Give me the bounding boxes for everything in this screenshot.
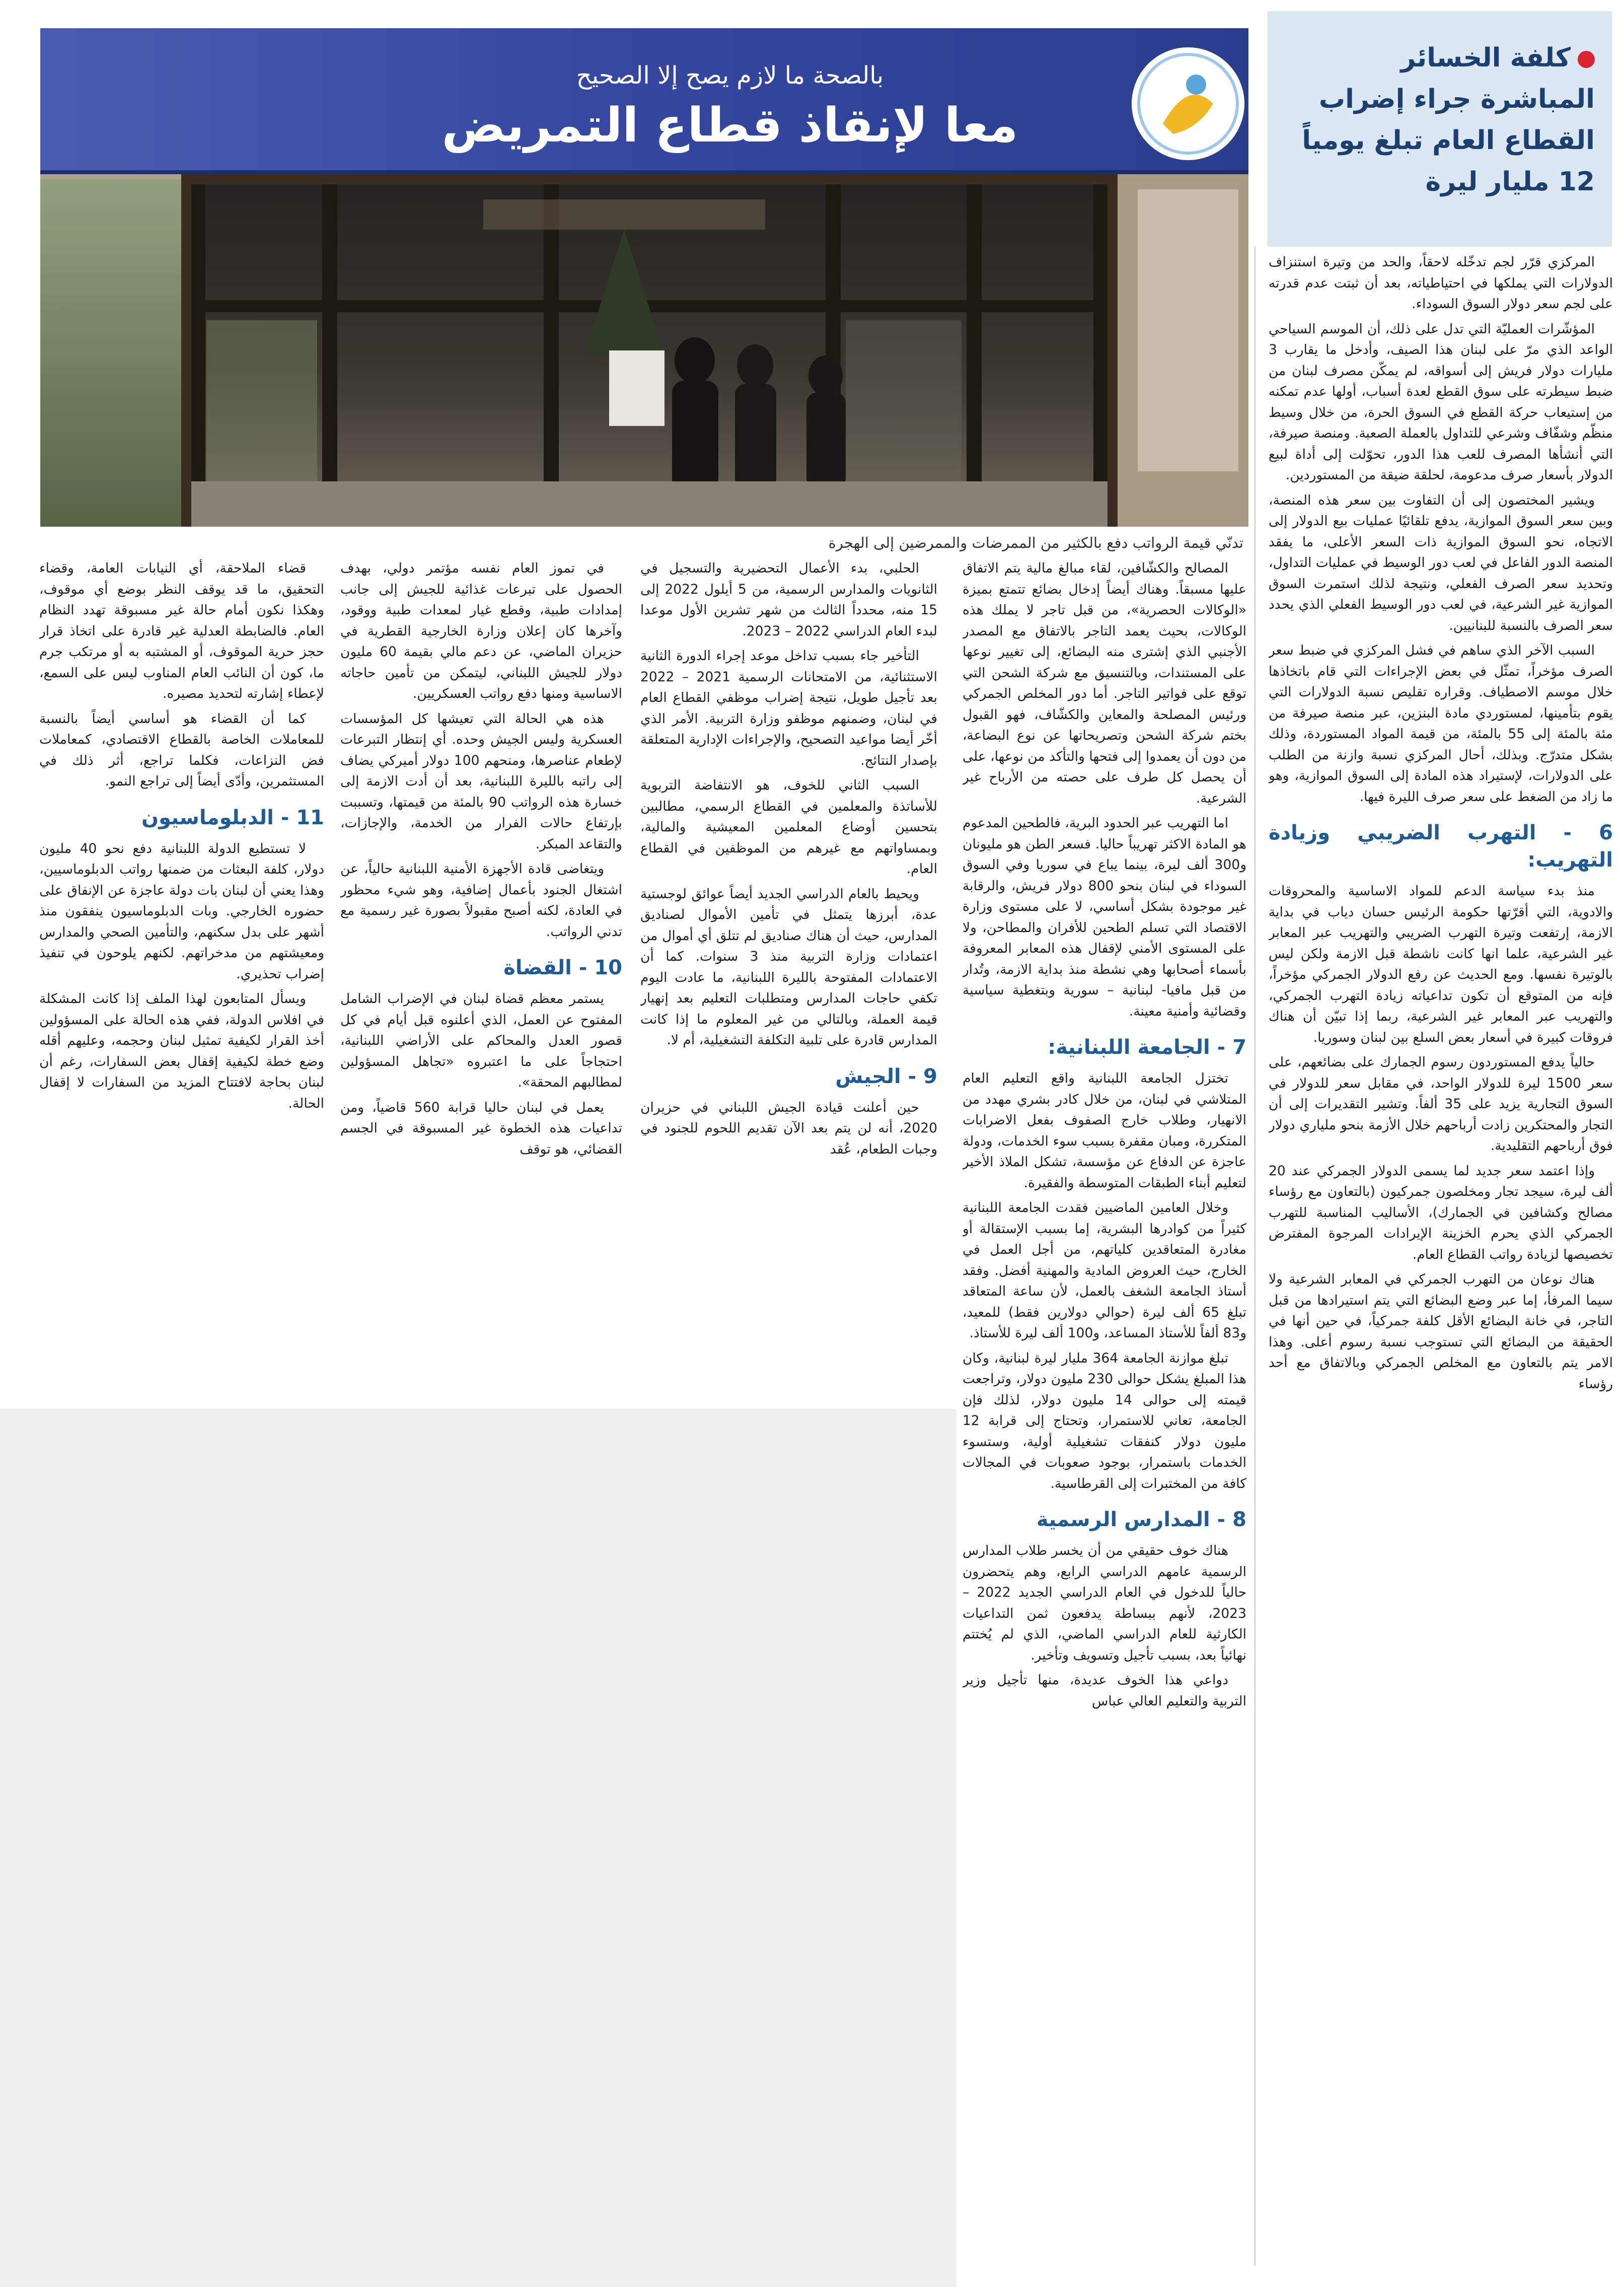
paragraph: اما التهريب عبر الحدود البرية، فالطحين المدعوم هو المادة الاكثر تهريباً حاليا. فسعر الطن هو مليونان و300 ألف ليرة، بينما يباع في سوريا وفي السوق السوداء في لبنان بنحو 800 دولار فريش، والرقابة غير موجودة بشكل أساسي، لا على مستوى وزارة الاقتصاد التي تسلم الطحين للأفران والمطاحن، ولا على المستوى الأمني لإقفال هذه المعابر المعروفة بأسماء أصحابها وهي نشطة منذ بداية الازمة، وتُدار من قبل مافيا- لبنانية – سورية وبتغطية سياسية وقضائية وأمنية معينة. [963,815,1246,1019]
section-heading: 9 - الجيش [835,1064,937,1088]
paragraph: وإذا اعتمد سعر جديد لما يسمى الدولار الجمركي عند 20 ألف ليرة، سيجد تجار ومخلصون جمركيون (بالتعاون مع رؤساء مصالح وكشافين في الجمارك)، الأساليب المناسبة للتهرب الجمركي الذي يحرم الخزينة الإيرادات المرجوة المفترض تخصيصها لزيادة رواتب القطاع العام. [1269,1163,1613,1262]
paragraph: في تموز العام نفسه مؤتمر دولي، بهدف الحصول على تبرعات غذائية للجيش إلى جانب إمدادات طبية، وقطع غيار لمعدات طبية ووقود، وآخرها كان إعلان وزارة الخارجية القطرية في حزيران الماضي، عن دعم مالي بقيمة 60 مليون دولار للجيش اللبناني، ليتمكن من تأمين حاجاته الاساسية ومنها دفع رواتب العسكريين. [340,560,622,701]
paragraph: ويشير المختصون إلى أن التفاوت بين سعر هذه المنصة، وبين سعر السوق الموازية، يدفع تلقائيًا عمليات بيع الدولار إلى الاتجاه، نحو السوق الموازية ذات السعر الأعلى، ما يفقد المنصة الدور الفاعل في لعب دور الوسيط في عمليات التداول، وتحديد سعر الصرف الفعلي، ونتيجة لذلك استمرت السوق الموازية غير الشرعية، في لعب دور الوسيط الفعلي الذي يحدد سعر الصرف بالنسبة للبنانيين. [1269,492,1613,633]
paragraph: يعمل في لبنان حاليا قرابة 560 قاضياً، ومن تداعيات هذه الخطوة غير المسبوقة في الجسم القضائي، هو توقف [340,1099,622,1157]
banner-small-text: بالصحة ما لازم يصح إلا الصحيح [576,61,884,90]
section-heading: 11 - الدبلوماسيون [141,806,324,829]
column-2 [963,558,1246,2280]
article-photo [40,28,1248,527]
red-bullet-icon [1578,51,1595,68]
photo-caption: تدنّي قيمة الرواتب دفع بالكثير من الممرضات والممرضين إلى الهجرة [828,534,1243,551]
headline [1288,37,1595,202]
paragraph: تبلغ موازنة الجامعة 364 مليار ليرة لبنانية، وكان هذا المبلغ يشكل حوالى 230 مليون دولار، وتراجعت قيمته إلى حوالى 14 مليون دولار، لذلك فإن الجامعة، تعاني للاستمرار، وتحتاج إلى قرابة 12 مليون دولار كنفقات تشغيلية أولية، وستسوء الخدمات باستمرار، بوجود صعوبات في المجالات كافة من المختبرات إلى القرطاسية. [963,1350,1246,1491]
paragraph: الحلبي، بدء الأعمال التحضيرية والتسجيل في الثانويات والمدارس الرسمية، من 5 أيلول 2022 إلى 15 منه، محدداً الثالث من شهر تشرين الأول موعدا لبدء العام الدراسي 2022 – 2023. [640,560,937,639]
column-4 [340,558,622,1404]
paragraph: التأخير جاء بسبب تداخل موعد إجراء الدورة الثانية الاستثنائية، من الامتحانات الرسمية 2021 – 2022 بعد تأجيل طويل، نتيجة إضراب موظفي القطاع العام في لبنان، وضمنهم موظفو وزارة التربية. الأمر الذي أخّر أيضا مواعيد التصحيح، والإجراءات الإدارية المتعلقة بإصدار النتائج. [640,648,937,768]
paragraph: حين أعلنت قيادة الجيش اللبناني في حزيران 2020، أنه لن يتم بعد الآن تقديم اللحوم للجنود في وجبات الطعام، عُقد [640,1099,937,1157]
column-divider [1254,247,1256,2266]
headline-text: كلفة الخسائر المباشرة جراء إضراب القطاع العام تبلغ يومياً 12 مليار ليرة [1302,43,1595,197]
paragraph: هناك نوعان من التهرب الجمركي في المعابر الشرعية ولا سيما المرفأ، إما عبر وضع البضائع التي يتم استيرادها من قبل التاجر، في خانة البضائع الأقل كلفة جمركياً، في حين أنها في الحقيقة من البضائع التي تستوجب نسبة رسوم أعلى. وهذا الامر يتم بالتعاون مع المخلص الجمركي وبالاتفاق مع أحد رؤساء [1269,1271,1613,1392]
section-heading: 10 - القضاة [503,956,622,979]
paragraph: ويحيط بالعام الدراسي الجديد أيضاً عوائق لوجستية عدة، أبرزها يتمثل في تأمين الأموال لصناديق المدارس، حيث أن هناك صناديق لم تتلق أي أموال من اعتمادات وزارة التربية منذ 3 سنوات. كما أن الاعتمادات المفتوحة بالليرة اللبنانية، ما عادت اليوم تكفي حاجات المدارس ومتطلبات التعليم بعد إنهيار قيمة العملة، وبالتالي من غير المعلوم ما إذا كانت المدارس قادرة على تلبية التكلفة التشغيلية، أم لا. [640,886,937,1048]
paragraph: المصالح والكشّافين، لقاء مبالغ مالية يتم الاتفاق عليها مسبقاً. وهناك أيضاً إدخال بضائع تتمتع بميزة «الوكالات الحصرية»، من قبل تاجر لا يملك هذه الوكالات، بحيث يعمد التاجر بالاتفاق مع المصدر الأجنبي الذي إشترى منه البضائع، إلى تغيير نوعها على المستندات، وبالتنسيق مع شركة الشحن التي توقع على فواتير التاجر. أما دور المخلص الجمركي ورئيس المصلحة والمعاين والكشّاف، فهو القبول بختم شركة الشحن وتصريحاتها عن نوع البضاعة، من دون أن يعمدوا إلى فتحها والتأكد من نوعها، على أن يحصل كل طرف على حصته من الأرباح غير الشرعية. [963,560,1246,806]
paragraph: تختزل الجامعة اللبنانية واقع التعليم العام المتلاشي في لبنان، من خلال كادر بشري مهدد من الانهيار، وطلاب خارج الصفوف بفعل الاضرابات المتكررة، ومبان مقفرة بسبب سوء الخدمات، ودولة عاجزة عن الدفاع عن مؤسسة، تشكل الملاذ الأخير لتعليم أبناء الطبقات المتوسطة والفقيرة. [963,1070,1246,1191]
paragraph: السبب الآخر الذي ساهم في فشل المركزي في ضبط سعر الصرف مؤخراً، تمثّل في بعض الإجراءات التي قام باتخاذها خلال موسم الاصطياف. وقراره تقليص نسبة الدولارات التي يقوم بتأمينها، لمستوردي مادة البنزين، عبر منصة صيرفة من مئة بالمئة إلى 55 بالمئة، من قيمة المواد المستوردة، وذلك بشكل متدرّج. وبذلك، أحال المركزي نسبة وازنة من الطلب على الدولارات، لإستيراد هذه المادة إلى السوق الموازية، وهو ما زاد من الضغط على سعر صرف الليرة فيها. [1269,642,1613,805]
column-1 [1269,252,1613,2281]
paragraph: ويسأل المتابعون لهذا الملف إذا كانت المشكلة في افلاس الدولة، ففي هذه الحالة على المسؤولين أخذ القرار لكيفية تمثيل لبنان وحجمه، وعليهم أقله وضع خطة لكيفية إقفال بعض السفارات، رغم أن لبنان بحاجة لافتتاح المزيد من السفارات لا إقفال الحالة. [39,991,324,1111]
paragraph: لا تستطيع الدولة اللبنانية دفع نحو 40 مليون دولار، كلفة البعثات من ضمنها رواتب الدبلوماسيين، وهذا يعني أن لبنان بات دولة عاجزة عن الإنفاق على حضوره الخارجي. وبات الدبلوماسيون ينفقون منذ أشهر على بدل سكنهم، والتأمين الصحي والمدارس ومعيشتهم من مدخراتهم. لكنهم يلوحون في تنفيذ إضراب تحذيري. [39,840,324,982]
column-5 [39,558,324,1404]
section-heading: 6 - التهرب الضريبي وزيادة التهريب: [1269,821,1613,872]
paragraph: يستمر معظم قضاة لبنان في الإضراب الشامل المفتوح عن العمل، الذي أعلنوه قبل أيام في كل قصور العدل والمحاكم على الأراضي اللبنانية، احتجاجاً على ما اعتبروه «تجاهل المسؤولين لمطالبهم المحقة». [340,991,622,1090]
paragraph: دواعي هذا الخوف عديدة، منها تأجيل وزير التربية والتعليم العالي عباس [963,1672,1246,1709]
headline-box [1268,11,1612,247]
paragraph: المؤشّرات العمليّة التي تدل على ذلك، أن الموسم السياحي الواعد الذي مرّ على لبنان هذا الصيف، وأدخل ما يقارب 3 مليارات دولار فريش إلى أسواقه، لم يمكّن مصرف لبنان من ضبط سيطرته على سوق القطع لعدة أسباب، أولها عدم تمكنه من إستيعاب حركة القطع في السوق الحرة، من خلال وسيط منظّم وشفّاف وشرعي للتداول بالعملة الصعبة. ومنصة صيرفة، التي أنشأها المصرف للعب هذا الدور، تحوّلت إلى أداة لبيع الدولار بأسعار صرف مدعومة، لحلقة ضيقة من المستوردين. [1269,321,1613,483]
building-entrance-image [40,28,1248,527]
paragraph: المركزي قرّر لجم تدخّله لاحقاً، والحد من وتيرة استنزاف الدولارات التي يملكها في احتياطياته، بعد أن ثبتت عدم قدرته على لجم سعر دولار السوق السوداء. [1269,254,1613,312]
banner-large-text: معا لإنقاذ قطاع التمريض [441,98,1018,153]
section-heading: 8 - المدارس الرسمية [1036,1508,1246,1531]
paragraph: هذه هي الحالة التي تعيشها كل المؤسسات العسكرية وليس الجيش وحده. أي إنتظار التبرعات لإطعام عناصرها، ومنحهم 100 دولار أميركي يضاف إلى راتبه بالليرة اللبنانية، بعد أن أدت الازمة إلى خسارة هذه الرواتب 90 بالمئة من قيمتها، وتسببت بإرتفاع حالات الفرار من الخدمة، والإجازات، والتقاعد المبكر. [340,710,622,852]
section-heading: 7 - الجامعة اللبنانية: [1048,1036,1246,1059]
paragraph: السبب الثاني للخوف، هو الانتفاضة التربوية للأساتذة والمعلمين في القطاع الرسمي، مطالبين بتحسين أوضاع المعلمين المعيشية والمالية، وبمساواتهم مع غيرهم من الموظفين في القطاع العام. [640,777,937,877]
empty-ad-space [0,1409,956,2287]
paragraph: هناك خوف حقيقي من أن يخسر طلاب المدارس الرسمية عامهم الدراسي الرابع، وهم يتحضرون حالياً للدخول في العام الدراسي الجديد 2022 – 2023، لأنهم ببساطة يدفعون ثمن التداعيات الكارثية للعام الدراسي الماضي، الذي لم يُختتم نهائياً بعد، بسبب تأجيل وتسويف وتأخير. [963,1543,1246,1663]
paragraph: وخلال العامين الماضيين فقدت الجامعة اللبنانية كثيراً من كوادرها البشرية، إما بسبب الإستقالة أو مغادرة المتعاقدين كلياتهم، من أجل العمل في الخارج، حيث العروض المادية والمهنية أفضل. وفقد أستاذ الجامعة الشغف بالعمل، لأن ساعة المتعاقد تبلغ 65 ألف ليرة (حوالي دولارين فقط) للمعيد، و83 ألفاً للأستاذ المساعد، و100 ألف ليرة للأستاذ. [963,1200,1246,1341]
paragraph: منذ بدء سياسة الدعم للمواد الاساسية والمحروقات والادوية، التي أقرّتها حكومة الرئيس حسان دياب في بداية الازمة، إرتفعت وتيرة التهرب الضريبي والتهريب عبر المعابر غير الشرعية، علما انها كانت ناشطة قبل الازمة ولكن ليس بالوتيرة نفسها. ومع الحديث عن رفع الدولار الجمركي مؤخراً، فإنه من المتوقع أن تكون تداعياته زيادة التهرب الجمركي، والتهريب عبر المعابر غير الشرعية، ربما إذا تبيّن أن هناك فروقات كبيرة في أسعار بعض السلع بين لبنان وسوريا. [1269,883,1613,1045]
paragraph: قضاء الملاحقة، أي النيابات العامة، وقضاء التحقيق، ما قد يوقف النظر بوضع أي موقوف، وهكذا نكون أمام حالة غير مسبوقة تهدد النظام العام. فالضابطة العدلية غير قادرة على اتخاذ قرار حجز حرية الموقوف، أو المشتبه به أو مرتكب جرم ما، كون أن النائب العام المناوب ليس على السمع، لإعطاء إشارته لتحديد مصيره. [39,560,324,701]
paragraph: كما أن القضاء هو أساسي أيضاً بالنسبة للمعاملات الخاصة بالقطاع الاقتصادي، كمعاملات فض النزاعات، فكلما تراجع، أثر ذلك في المستثمرين، وأدّى أيضاً إلى تراجع النمو. [39,710,324,789]
paragraph: حالياً يدفع المستوردون رسوم الجمارك على بضائعهم، على سعر 1500 ليرة للدولار الواحد، في مقابل سعر للدولار في السوق التجارية يزيد على 35 ألفاً. وتشير التقديرات إلى أن التجار والمحتكرين زادت أرباحهم خلال الأزمة بنحو ملياري دولار فوق أرباحهم التقليدية. [1269,1054,1613,1154]
column-3 [640,558,937,1404]
paragraph: ويتغاضى قادة الأجهزة الأمنية اللبنانية حالياً، عن اشتغال الجنود بأعمال إضافية، وهو شيء محظور في العادة، لكنه أصبح مقبولاً بصورة غير رسمية مع تدني الرواتب. [340,861,622,940]
